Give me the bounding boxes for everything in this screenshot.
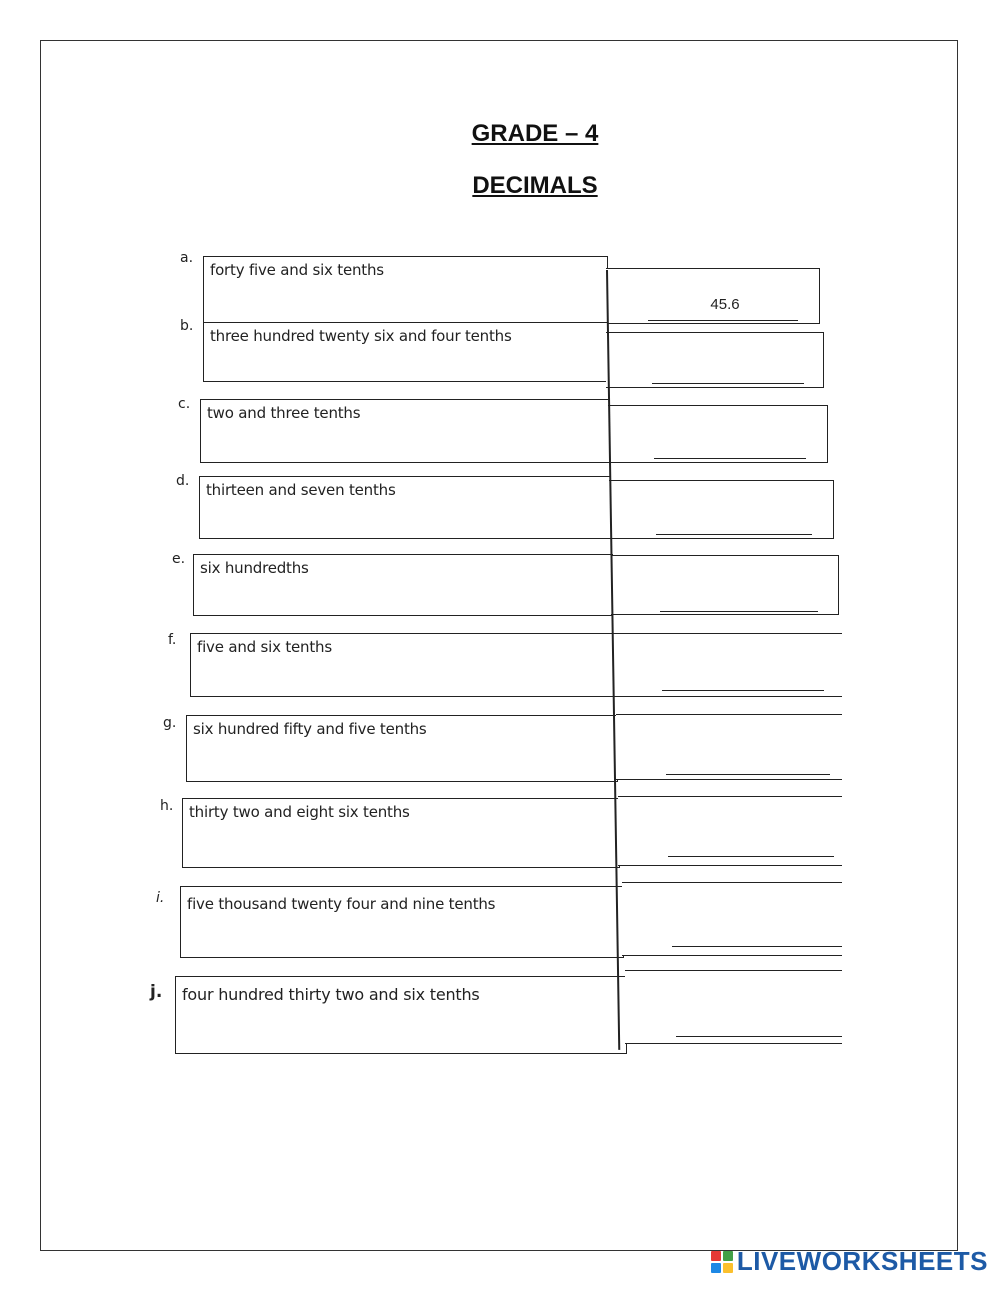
prompt-box — [200, 399, 610, 463]
answer-box — [611, 555, 839, 615]
question-letter: c. — [178, 396, 191, 412]
answer-input[interactable] — [678, 1010, 838, 1030]
answer-input[interactable] — [660, 586, 818, 606]
question-letter: d. — [176, 473, 190, 489]
answer-input[interactable] — [656, 508, 812, 528]
question-letter: h. — [160, 798, 174, 814]
answer-box — [625, 970, 842, 1044]
prompt-text: thirty two and eight six tenths — [189, 803, 410, 821]
answer-input[interactable] — [666, 748, 828, 768]
question-letter: a. — [180, 250, 194, 266]
question-letter: e. — [172, 551, 186, 567]
answer-input[interactable] — [662, 665, 822, 685]
prompt-box — [182, 798, 620, 868]
prompt-text: forty five and six tenths — [210, 261, 384, 279]
question-letter: i. — [156, 890, 165, 906]
prompt-box — [193, 554, 613, 616]
answer-input[interactable] — [652, 358, 804, 378]
prompt-text: two and three tenths — [207, 404, 361, 422]
answer-input[interactable] — [650, 294, 800, 314]
prompt-box — [190, 633, 616, 697]
prompt-box — [203, 322, 608, 382]
answer-underline — [676, 1036, 842, 1037]
answer-underline — [652, 383, 804, 384]
prompt-text: four hundred thirty two and six tenths — [182, 985, 480, 1004]
answer-underline — [662, 690, 824, 691]
answer-box — [622, 882, 842, 956]
answer-underline — [660, 611, 818, 612]
prompt-text: six hundred fifty and five tenths — [193, 720, 427, 738]
answer-underline — [656, 534, 812, 535]
prompt-text: six hundredths — [200, 559, 309, 577]
answer-box — [616, 714, 842, 780]
prompt-text: five and six tenths — [197, 638, 332, 656]
logo-text: LIVEWORKSHEETS — [736, 1246, 988, 1276]
prompt-text: five thousand twenty four and nine tenths — [187, 895, 496, 913]
prompt-box — [203, 256, 608, 324]
answer-underline — [648, 320, 798, 321]
prompt-text: three hundred twenty six and four tenths — [210, 327, 512, 345]
question-letter: f. — [168, 632, 177, 648]
prompt-box — [175, 976, 627, 1054]
answer-input[interactable] — [670, 830, 832, 850]
question-letter: j. — [150, 982, 163, 1002]
prompt-box — [186, 715, 618, 782]
topic-title: DECIMALS — [472, 172, 598, 199]
liveworksheets-logo — [711, 1246, 988, 1277]
answer-input[interactable] — [654, 432, 806, 452]
logo-blocks-icon — [711, 1251, 733, 1273]
answer-input[interactable] — [674, 920, 834, 940]
prompt-text: thirteen and seven tenths — [206, 481, 396, 499]
answer-underline — [668, 856, 834, 857]
prompt-box — [199, 476, 611, 539]
answer-underline — [666, 774, 830, 775]
prompt-box — [180, 886, 624, 958]
answer-underline — [672, 946, 842, 947]
question-letter: b. — [180, 318, 194, 334]
grade-title: GRADE – 4 — [471, 120, 599, 147]
answer-underline — [654, 458, 806, 459]
question-letter: g. — [163, 715, 177, 731]
